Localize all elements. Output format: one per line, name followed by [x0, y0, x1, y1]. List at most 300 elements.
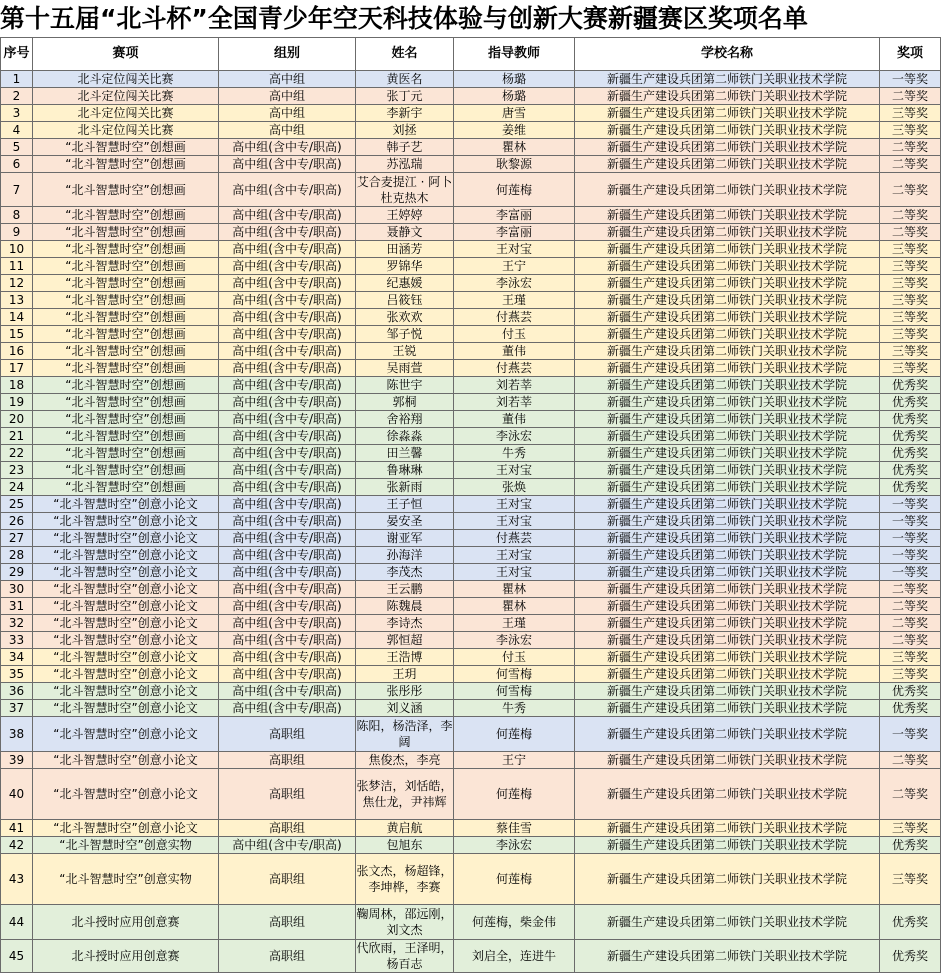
cell-group: 高中组(含中专/职高): [219, 411, 356, 428]
cell-school: 新疆生产建设兵团第二师铁门关职业技术学院: [575, 496, 880, 513]
cell-school: 新疆生产建设兵团第二师铁门关职业技术学院: [575, 854, 880, 905]
cell-teacher: 李泳宏: [454, 428, 575, 445]
cell-award: 三等奖: [880, 105, 941, 122]
cell-seq: 6: [1, 156, 33, 173]
cell-award: 优秀奖: [880, 837, 941, 854]
cell-award: 三等奖: [880, 241, 941, 258]
cell-name: 刘义涵: [356, 700, 454, 717]
cell-name: 聂静文: [356, 224, 454, 241]
cell-name: 郭恒超: [356, 632, 454, 649]
cell-event: “北斗智慧时空”创意小论文: [33, 769, 219, 820]
cell-event: “北斗智慧时空”创想画: [33, 445, 219, 462]
cell-group: 高职组: [219, 905, 356, 940]
header-event: 赛项: [33, 38, 219, 71]
cell-school: 新疆生产建设兵团第二师铁门关职业技术学院: [575, 139, 880, 156]
cell-school: 新疆生产建设兵团第二师铁门关职业技术学院: [575, 411, 880, 428]
cell-name: 张彤彤: [356, 683, 454, 700]
cell-seq: 29: [1, 564, 33, 581]
cell-name: 纪惠媛: [356, 275, 454, 292]
cell-event: “北斗智慧时空”创想画: [33, 173, 219, 207]
cell-teacher: 付燕芸: [454, 309, 575, 326]
cell-seq: 14: [1, 309, 33, 326]
cell-group: 高中组(含中专/职高): [219, 343, 356, 360]
cell-award: 一等奖: [880, 547, 941, 564]
cell-seq: 20: [1, 411, 33, 428]
cell-teacher: 王对宝: [454, 496, 575, 513]
cell-name: 张欢欢: [356, 309, 454, 326]
cell-seq: 1: [1, 71, 33, 88]
cell-teacher: 李富丽: [454, 207, 575, 224]
cell-event: “北斗智慧时空”创意小论文: [33, 615, 219, 632]
cell-event: “北斗智慧时空”创想画: [33, 411, 219, 428]
cell-teacher: 李泳宏: [454, 837, 575, 854]
cell-seq: 45: [1, 940, 33, 973]
cell-group: 高中组(含中专/职高): [219, 615, 356, 632]
cell-award: 三等奖: [880, 649, 941, 666]
cell-award: 三等奖: [880, 360, 941, 377]
cell-event: “北斗智慧时空”创意小论文: [33, 564, 219, 581]
cell-seq: 4: [1, 122, 33, 139]
cell-award: 优秀奖: [880, 411, 941, 428]
table-row: [1, 820, 941, 837]
cell-seq: 23: [1, 462, 33, 479]
cell-group: 高职组: [219, 940, 356, 973]
cell-award: 优秀奖: [880, 479, 941, 496]
table-row: [1, 394, 941, 411]
table-row: [1, 632, 941, 649]
cell-group: 高中组(含中专/职高): [219, 139, 356, 156]
table-row: [1, 854, 941, 905]
cell-school: 新疆生产建设兵团第二师铁门关职业技术学院: [575, 462, 880, 479]
cell-event: “北斗智慧时空”创意实物: [33, 837, 219, 854]
cell-event: 北斗定位闯关比赛: [33, 105, 219, 122]
cell-teacher: 付玉: [454, 326, 575, 343]
cell-teacher: 王对宝: [454, 547, 575, 564]
cell-event: “北斗智慧时空”创想画: [33, 326, 219, 343]
cell-seq: 40: [1, 769, 33, 820]
cell-award: 二等奖: [880, 581, 941, 598]
cell-award: 一等奖: [880, 564, 941, 581]
cell-teacher: 王对宝: [454, 564, 575, 581]
cell-teacher: 董伟: [454, 411, 575, 428]
cell-seq: 41: [1, 820, 33, 837]
cell-event: 北斗授时应用创意赛: [33, 940, 219, 973]
cell-event: “北斗智慧时空”创意小论文: [33, 666, 219, 683]
cell-group: 高中组(含中专/职高): [219, 445, 356, 462]
cell-group: 高中组: [219, 105, 356, 122]
cell-group: 高职组: [219, 769, 356, 820]
cell-award: 优秀奖: [880, 394, 941, 411]
cell-award: 三等奖: [880, 326, 941, 343]
table-row: [1, 598, 941, 615]
cell-event: 北斗授时应用创意赛: [33, 905, 219, 940]
cell-school: 新疆生产建设兵团第二师铁门关职业技术学院: [575, 173, 880, 207]
cell-school: 新疆生产建设兵团第二师铁门关职业技术学院: [575, 940, 880, 973]
cell-name: 张文杰，杨超锋，李坤桦，李赛: [356, 854, 454, 905]
cell-teacher: 刘若莘: [454, 394, 575, 411]
cell-group: 高中组(含中专/职高): [219, 360, 356, 377]
table-row: [1, 530, 941, 547]
cell-teacher: 瞿林: [454, 139, 575, 156]
cell-school: 新疆生产建设兵团第二师铁门关职业技术学院: [575, 530, 880, 547]
cell-seq: 2: [1, 88, 33, 105]
cell-event: “北斗智慧时空”创想画: [33, 360, 219, 377]
cell-school: 新疆生产建设兵团第二师铁门关职业技术学院: [575, 547, 880, 564]
cell-award: 二等奖: [880, 173, 941, 207]
cell-event: “北斗智慧时空”创意小论文: [33, 683, 219, 700]
cell-seq: 30: [1, 581, 33, 598]
cell-group: 高中组(含中专/职高): [219, 547, 356, 564]
cell-seq: 26: [1, 513, 33, 530]
table-row: [1, 496, 941, 513]
cell-group: 高中组(含中专/职高): [219, 513, 356, 530]
cell-award: 一等奖: [880, 496, 941, 513]
cell-group: 高中组(含中专/职高): [219, 649, 356, 666]
cell-school: 新疆生产建设兵团第二师铁门关职业技术学院: [575, 156, 880, 173]
cell-event: “北斗智慧时空”创想画: [33, 275, 219, 292]
cell-award: 三等奖: [880, 258, 941, 275]
cell-event: “北斗智慧时空”创意小论文: [33, 513, 219, 530]
cell-event: 北斗定位闯关比赛: [33, 71, 219, 88]
table-row: [1, 547, 941, 564]
cell-event: “北斗智慧时空”创想画: [33, 292, 219, 309]
header-name: 姓名: [356, 38, 454, 71]
cell-teacher: 王瑾: [454, 292, 575, 309]
cell-school: 新疆生产建设兵团第二师铁门关职业技术学院: [575, 343, 880, 360]
cell-award: 二等奖: [880, 752, 941, 769]
cell-teacher: 姜维: [454, 122, 575, 139]
cell-teacher: 付玉: [454, 649, 575, 666]
cell-award: 优秀奖: [880, 940, 941, 973]
cell-event: “北斗智慧时空”创想画: [33, 343, 219, 360]
cell-name: 韩子艺: [356, 139, 454, 156]
cell-name: 焦俊杰，李亮: [356, 752, 454, 769]
cell-teacher: 何莲梅: [454, 717, 575, 752]
cell-name: 徐淼淼: [356, 428, 454, 445]
cell-school: 新疆生产建设兵团第二师铁门关职业技术学院: [575, 479, 880, 496]
cell-award: 优秀奖: [880, 905, 941, 940]
cell-school: 新疆生产建设兵团第二师铁门关职业技术学院: [575, 241, 880, 258]
cell-group: 高中组(含中专/职高): [219, 275, 356, 292]
cell-group: 高中组(含中专/职高): [219, 173, 356, 207]
cell-seq: 17: [1, 360, 33, 377]
cell-name: 鲁琳琳: [356, 462, 454, 479]
cell-seq: 37: [1, 700, 33, 717]
table-row: [1, 940, 941, 973]
cell-event: “北斗智慧时空”创意小论文: [33, 581, 219, 598]
cell-school: 新疆生产建设兵团第二师铁门关职业技术学院: [575, 88, 880, 105]
table-row: [1, 564, 941, 581]
cell-name: 王子恒: [356, 496, 454, 513]
cell-group: 高中组(含中专/职高): [219, 394, 356, 411]
cell-name: 黄启航: [356, 820, 454, 837]
cell-group: 高中组(含中专/职高): [219, 156, 356, 173]
table-row: [1, 769, 941, 820]
cell-seq: 27: [1, 530, 33, 547]
cell-event: “北斗智慧时空”创想画: [33, 479, 219, 496]
cell-name: 田涵芳: [356, 241, 454, 258]
cell-school: 新疆生产建设兵团第二师铁门关职业技术学院: [575, 615, 880, 632]
cell-school: 新疆生产建设兵团第二师铁门关职业技术学院: [575, 666, 880, 683]
cell-group: 高中组(含中专/职高): [219, 700, 356, 717]
cell-school: 新疆生产建设兵团第二师铁门关职业技术学院: [575, 649, 880, 666]
cell-award: 二等奖: [880, 224, 941, 241]
cell-seq: 36: [1, 683, 33, 700]
header-group: 组别: [219, 38, 356, 71]
cell-event: “北斗智慧时空”创意实物: [33, 854, 219, 905]
cell-seq: 5: [1, 139, 33, 156]
cell-teacher: 唐雪: [454, 105, 575, 122]
cell-teacher: 李泳宏: [454, 632, 575, 649]
cell-school: 新疆生产建设兵团第二师铁门关职业技术学院: [575, 428, 880, 445]
cell-group: 高中组(含中专/职高): [219, 632, 356, 649]
cell-teacher: 李泳宏: [454, 275, 575, 292]
cell-award: 二等奖: [880, 139, 941, 156]
cell-name: 邹子悦: [356, 326, 454, 343]
cell-seq: 28: [1, 547, 33, 564]
cell-award: 三等奖: [880, 666, 941, 683]
cell-group: 高职组: [219, 820, 356, 837]
cell-name: 陈阳，杨浩泽，李阔: [356, 717, 454, 752]
cell-award: 一等奖: [880, 530, 941, 547]
award-table: [0, 37, 941, 973]
table-row: [1, 905, 941, 940]
table-row: [1, 428, 941, 445]
table-row: [1, 411, 941, 428]
cell-event: “北斗智慧时空”创意小论文: [33, 649, 219, 666]
cell-award: 二等奖: [880, 769, 941, 820]
cell-name: 王浩博: [356, 649, 454, 666]
cell-teacher: 刘若莘: [454, 377, 575, 394]
cell-seq: 18: [1, 377, 33, 394]
table-row: [1, 377, 941, 394]
cell-seq: 24: [1, 479, 33, 496]
cell-name: 李茂杰: [356, 564, 454, 581]
cell-group: 高中组(含中专/职高): [219, 326, 356, 343]
cell-award: 三等奖: [880, 820, 941, 837]
cell-school: 新疆生产建设兵团第二师铁门关职业技术学院: [575, 905, 880, 940]
cell-name: 张丁元: [356, 88, 454, 105]
cell-group: 高中组(含中专/职高): [219, 496, 356, 513]
table-row: [1, 343, 941, 360]
cell-name: 王婷婷: [356, 207, 454, 224]
cell-seq: 35: [1, 666, 33, 683]
header-school: 学校名称: [575, 38, 880, 71]
cell-name: 郭桐: [356, 394, 454, 411]
cell-teacher: 何雪梅: [454, 666, 575, 683]
cell-event: 北斗定位闯关比赛: [33, 88, 219, 105]
cell-school: 新疆生产建设兵团第二师铁门关职业技术学院: [575, 377, 880, 394]
cell-name: 代欣雨，王泽明，杨百志: [356, 941, 453, 971]
cell-name: 谢亚军: [356, 530, 454, 547]
table-row: [1, 360, 941, 377]
table-row: [1, 292, 941, 309]
cell-school: 新疆生产建设兵团第二师铁门关职业技术学院: [575, 632, 880, 649]
cell-seq: 43: [1, 854, 33, 905]
cell-name: 罗锦华: [356, 258, 454, 275]
cell-award: 三等奖: [880, 292, 941, 309]
cell-event: “北斗智慧时空”创意小论文: [33, 530, 219, 547]
cell-group: 高中组(含中专/职高): [219, 428, 356, 445]
cell-event: “北斗智慧时空”创意小论文: [33, 547, 219, 564]
cell-award: 优秀奖: [880, 700, 941, 717]
cell-school: 新疆生产建设兵团第二师铁门关职业技术学院: [575, 224, 880, 241]
cell-award: 二等奖: [880, 598, 941, 615]
cell-school: 新疆生产建设兵团第二师铁门关职业技术学院: [575, 581, 880, 598]
cell-teacher: 何雪梅: [454, 683, 575, 700]
cell-school: 新疆生产建设兵团第二师铁门关职业技术学院: [575, 71, 880, 88]
cell-name: 黄医名: [356, 71, 454, 88]
table-row: [1, 462, 941, 479]
cell-event: “北斗智慧时空”创意小论文: [33, 752, 219, 769]
cell-event: “北斗智慧时空”创意小论文: [33, 717, 219, 752]
table-row: [1, 666, 941, 683]
cell-group: 高中组(含中专/职高): [219, 241, 356, 258]
table-row: [1, 513, 941, 530]
cell-seq: 13: [1, 292, 33, 309]
table-row: [1, 837, 941, 854]
page-title: 第十五届“北斗杯”全国青少年空天科技体验与创新大赛新疆赛区奖项名单: [0, 4, 808, 33]
cell-seq: 39: [1, 752, 33, 769]
table-row: [1, 615, 941, 632]
cell-teacher: 蔡佳雪: [454, 820, 575, 837]
cell-school: 新疆生产建设兵团第二师铁门关职业技术学院: [575, 700, 880, 717]
cell-award: 二等奖: [880, 615, 941, 632]
cell-event: “北斗智慧时空”创想画: [33, 394, 219, 411]
cell-event: “北斗智慧时空”创意小论文: [33, 496, 219, 513]
cell-group: 高中组: [219, 88, 356, 105]
cell-teacher: 瞿林: [454, 581, 575, 598]
cell-teacher: 何莲梅，柴金伟: [454, 905, 575, 940]
cell-seq: 3: [1, 105, 33, 122]
table-row: [1, 241, 941, 258]
cell-teacher: 瞿林: [454, 598, 575, 615]
cell-seq: 19: [1, 394, 33, 411]
cell-event: “北斗智慧时空”创想画: [33, 156, 219, 173]
cell-name: 舍裕翔: [356, 411, 454, 428]
cell-award: 二等奖: [880, 88, 941, 105]
cell-seq: 38: [1, 717, 33, 752]
cell-seq: 22: [1, 445, 33, 462]
cell-group: 高中组(含中专/职高): [219, 292, 356, 309]
cell-school: 新疆生产建设兵团第二师铁门关职业技术学院: [575, 326, 880, 343]
cell-seq: 34: [1, 649, 33, 666]
cell-group: 高中组(含中专/职高): [219, 479, 356, 496]
cell-seq: 16: [1, 343, 33, 360]
cell-award: 优秀奖: [880, 683, 941, 700]
cell-event: “北斗智慧时空”创想画: [33, 258, 219, 275]
cell-name: 艾合麦提江 · 阿卜杜克热木: [356, 174, 453, 205]
table-row: [1, 581, 941, 598]
cell-teacher: 王宁: [454, 752, 575, 769]
cell-award: 一等奖: [880, 513, 941, 530]
cell-school: 新疆生产建设兵团第二师铁门关职业技术学院: [575, 717, 880, 752]
cell-group: 高中组(含中专/职高): [219, 377, 356, 394]
cell-school: 新疆生产建设兵团第二师铁门关职业技术学院: [575, 445, 880, 462]
cell-teacher: 付燕芸: [454, 360, 575, 377]
cell-name: 张梦洁，刘恬皓，焦仕龙，尹祎辉: [356, 769, 454, 820]
cell-event: 北斗定位闯关比赛: [33, 122, 219, 139]
cell-event: “北斗智慧时空”创想画: [33, 241, 219, 258]
cell-event: “北斗智慧时空”创想画: [33, 462, 219, 479]
cell-event: “北斗智慧时空”创想画: [33, 377, 219, 394]
cell-name: 王锐: [356, 343, 454, 360]
table-row: [1, 309, 941, 326]
cell-teacher: 刘启全，连进牛: [454, 940, 575, 973]
table-row: [1, 752, 941, 769]
cell-name: 张新雨: [356, 479, 454, 496]
table-row: [1, 445, 941, 462]
cell-award: 三等奖: [880, 309, 941, 326]
cell-seq: 8: [1, 207, 33, 224]
cell-school: 新疆生产建设兵团第二师铁门关职业技术学院: [575, 752, 880, 769]
cell-name: 李诗杰: [356, 615, 454, 632]
table-row: [1, 173, 941, 207]
cell-award: 一等奖: [880, 71, 941, 88]
cell-name: 田兰馨: [356, 445, 454, 462]
cell-group: 高中组(含中专/职高): [219, 530, 356, 547]
cell-school: 新疆生产建设兵团第二师铁门关职业技术学院: [575, 769, 880, 820]
cell-teacher: 杨璐: [454, 71, 575, 88]
cell-group: 高职组: [219, 752, 356, 769]
cell-group: 高中组(含中专/职高): [219, 598, 356, 615]
table-row: [1, 224, 941, 241]
cell-school: 新疆生产建设兵团第二师铁门关职业技术学院: [575, 275, 880, 292]
cell-teacher: 牛秀: [454, 445, 575, 462]
cell-group: 高中组(含中专/职高): [219, 207, 356, 224]
cell-award: 二等奖: [880, 156, 941, 173]
header-row: [1, 38, 941, 71]
cell-seq: 42: [1, 837, 33, 854]
header-teacher: 指导教师: [454, 38, 575, 71]
cell-event: “北斗智慧时空”创想画: [33, 224, 219, 241]
cell-award: 一等奖: [880, 717, 941, 752]
cell-name: 陈世宇: [356, 377, 454, 394]
table-row: [1, 122, 941, 139]
cell-school: 新疆生产建设兵团第二师铁门关职业技术学院: [575, 207, 880, 224]
cell-group: 高中组(含中专/职高): [219, 258, 356, 275]
cell-teacher: 王对宝: [454, 241, 575, 258]
table-row: [1, 88, 941, 105]
cell-teacher: 何莲梅: [454, 173, 575, 207]
cell-award: 三等奖: [880, 275, 941, 292]
table-row: [1, 105, 941, 122]
cell-teacher: 何莲梅: [454, 769, 575, 820]
cell-school: 新疆生产建设兵团第二师铁门关职业技术学院: [575, 820, 880, 837]
cell-group: 高中组(含中专/职高): [219, 666, 356, 683]
cell-school: 新疆生产建设兵团第二师铁门关职业技术学院: [575, 683, 880, 700]
cell-teacher: 王瑾: [454, 615, 575, 632]
cell-school: 新疆生产建设兵团第二师铁门关职业技术学院: [575, 360, 880, 377]
cell-school: 新疆生产建设兵团第二师铁门关职业技术学院: [575, 292, 880, 309]
cell-name: 王玥: [356, 666, 454, 683]
table-row: [1, 139, 941, 156]
cell-name: 吴雨萱: [356, 360, 454, 377]
header-award: 奖项: [880, 38, 941, 71]
cell-event: “北斗智慧时空”创想画: [33, 309, 219, 326]
table-row: [1, 479, 941, 496]
cell-group: 高中组(含中专/职高): [219, 309, 356, 326]
cell-school: 新疆生产建设兵团第二师铁门关职业技术学院: [575, 105, 880, 122]
cell-teacher: 王对宝: [454, 513, 575, 530]
cell-award: 优秀奖: [880, 377, 941, 394]
cell-teacher: 董伟: [454, 343, 575, 360]
cell-award: 二等奖: [880, 632, 941, 649]
cell-group: 高职组: [219, 854, 356, 905]
cell-award: 二等奖: [880, 207, 941, 224]
cell-seq: 44: [1, 905, 33, 940]
cell-seq: 33: [1, 632, 33, 649]
